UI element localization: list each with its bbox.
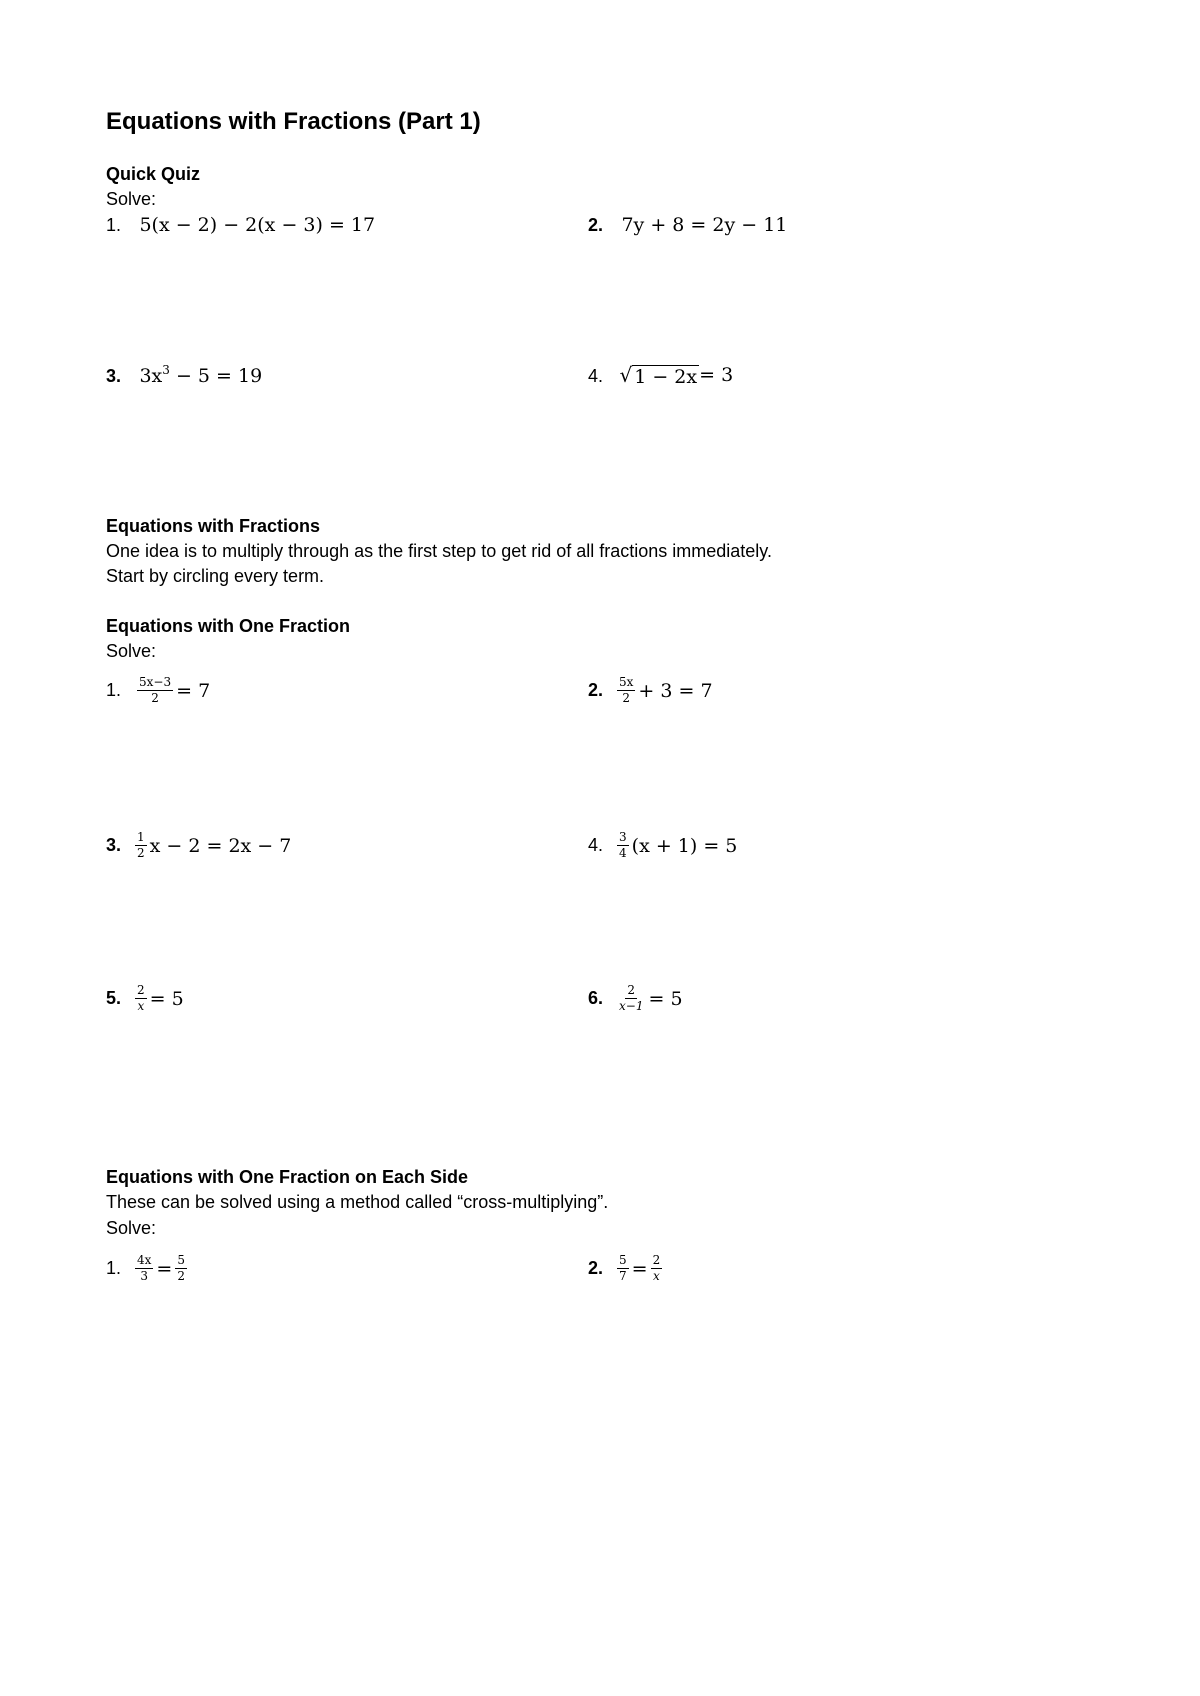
denominator: 2 [622, 691, 631, 705]
rhs: = 3 [699, 364, 734, 386]
fraction-left [135, 1254, 153, 1283]
fraction-question-6 [588, 984, 683, 1013]
radicand: 1 − 2x [634, 366, 698, 388]
equation: 5(x − 2) − 2(x − 3) = 17 [139, 214, 376, 236]
fraction-left [617, 1254, 629, 1283]
fraction [617, 984, 645, 1013]
one-fraction-heading: Equations with One Fraction [106, 616, 351, 636]
intro-line-1: One idea is to multiply through as the first step to get rid of all fractions immediately. [106, 541, 772, 561]
quick-quiz-heading: Quick Quiz [106, 164, 201, 184]
rhs: + 3 = 7 [638, 679, 713, 702]
equation [139, 365, 262, 387]
denominator: 7 [619, 1269, 627, 1283]
fraction [617, 831, 629, 860]
question-number: 2. [588, 215, 604, 235]
fraction [617, 676, 635, 705]
numerator: 5 [619, 1253, 627, 1267]
fraction [135, 831, 147, 860]
numerator: 5x [619, 675, 634, 689]
rhs: x − 2 = 2x − 7 [149, 834, 292, 857]
question-number: 1. [106, 680, 122, 700]
denominator: 4 [619, 846, 627, 860]
quiz-question-4 [588, 364, 733, 388]
question-number: 3. [106, 835, 122, 855]
denominator: 2 [177, 1269, 185, 1283]
equation: 7y + 8 = 2y − 11 [621, 214, 788, 236]
equations-with-fractions-heading: Equations with Fractions [106, 516, 321, 536]
question-number: 2. [588, 1258, 604, 1278]
term: − 5 = 19 [169, 365, 263, 387]
question-number: 6. [588, 988, 604, 1008]
question-number: 3. [106, 366, 122, 386]
fraction-right [175, 1254, 187, 1283]
fraction-question-2 [588, 676, 713, 705]
quiz-question-2 [588, 214, 787, 236]
fraction-question-5 [106, 984, 184, 1013]
square-root-symbol: √ [619, 363, 633, 387]
each-side-line-1: These can be solved using a method called “cross-multiplying”. [106, 1192, 609, 1212]
question-number: 1. [106, 215, 122, 235]
term: 3x [139, 365, 163, 387]
denominator: x−1 [619, 999, 644, 1013]
quiz-question-1 [106, 214, 375, 236]
rhs: (x + 1) = 5 [631, 834, 738, 857]
numerator: 3 [619, 830, 627, 844]
question-number: 5. [106, 988, 122, 1008]
denominator: 2 [137, 846, 145, 860]
question-number: 4. [588, 835, 604, 855]
fraction-right [651, 1254, 663, 1283]
numerator: 5 [177, 1253, 185, 1267]
intro-line-2: Start by circling every term. [106, 566, 325, 586]
numerator: 2 [652, 1253, 661, 1267]
rhs: = 7 [176, 679, 211, 702]
numerator: 4x [137, 1253, 152, 1267]
each-side-question-1 [106, 1254, 190, 1283]
fraction [135, 984, 147, 1013]
fraction-question-3 [106, 831, 291, 860]
quick-quiz-solve-label: Solve: [106, 189, 157, 209]
quiz-question-3 [106, 363, 262, 387]
question-number: 4. [588, 366, 604, 386]
question-number: 1. [106, 1258, 122, 1278]
rhs: = 5 [648, 987, 683, 1010]
fraction-question-4 [588, 831, 737, 860]
fraction [137, 676, 173, 705]
each-side-solve-label: Solve: [106, 1218, 157, 1238]
denominator: 3 [140, 1269, 149, 1283]
denominator: x [137, 999, 145, 1013]
numerator: 1 [137, 830, 145, 844]
equals-sign: = [156, 1257, 173, 1280]
one-fraction-solve-label: Solve: [106, 641, 157, 661]
fraction-question-1 [106, 676, 210, 705]
numerator: 5x−3 [139, 675, 172, 689]
denominator: x [653, 1269, 660, 1283]
numerator: 2 [627, 983, 636, 997]
denominator: 2 [151, 691, 159, 705]
rhs: = 5 [149, 987, 184, 1010]
equals-sign: = [631, 1257, 648, 1280]
page-title: Equations with Fractions (Part 1) [106, 108, 481, 135]
equation [619, 364, 733, 388]
each-side-question-2 [588, 1254, 665, 1283]
each-side-heading: Equations with One Fraction on Each Side [106, 1167, 469, 1187]
numerator: 2 [137, 983, 145, 997]
question-number: 2. [588, 680, 604, 700]
exponent: 3 [162, 363, 170, 377]
